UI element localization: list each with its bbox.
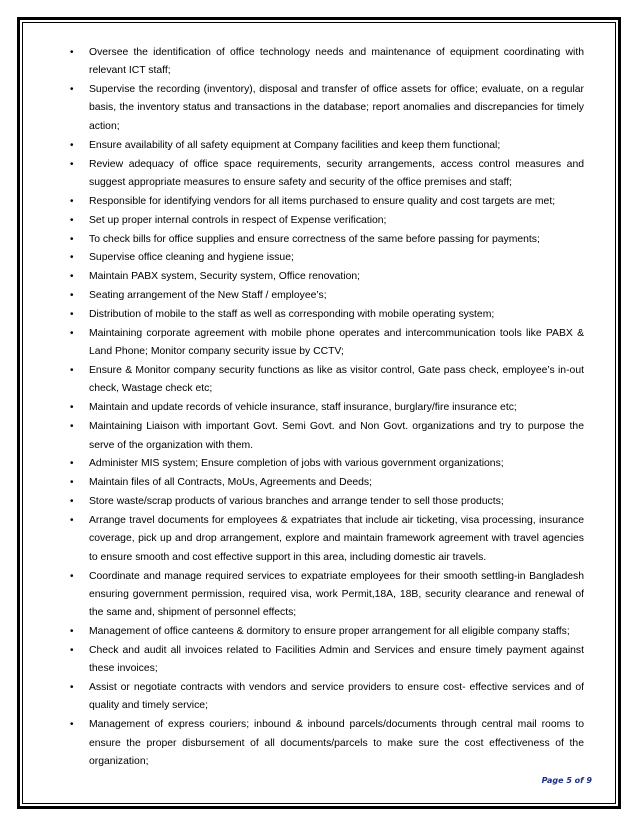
bullet-icon: • — [70, 719, 74, 731]
list-item-text: Seating arrangement of the New Staff / employee’s; — [89, 290, 327, 302]
list-item — [66, 474, 584, 492]
bullet-icon: • — [70, 327, 74, 339]
bullet-icon: • — [70, 682, 74, 694]
bullet-icon: • — [70, 84, 74, 96]
list-item — [66, 623, 584, 641]
list-item-text: Store waste/scrap products of various branches and arrange tender to sell those products; — [89, 496, 504, 508]
bullet-icon: • — [70, 139, 74, 151]
list-item-text: To check bills for office supplies and ensure correctness of the same before passing for payments; — [89, 233, 540, 245]
list-item — [66, 512, 584, 567]
bullet-icon: • — [70, 496, 74, 508]
bullet-icon: • — [70, 421, 74, 433]
list-item-text: Management of express couriers; inbound & inbound parcels/documents through central mail rooms to ensure the proper disbursement of all documents/parcels to make sure the cost effectiveness of the organization; — [89, 719, 584, 767]
bullet-icon: • — [70, 290, 74, 302]
bullet-icon: • — [70, 402, 74, 414]
list-item — [66, 399, 584, 417]
list-item-text: Check and audit all invoices related to Facilities Admin and Services and ensure timely payment against these invoices; — [89, 644, 584, 675]
bullet-icon: • — [70, 195, 74, 207]
list-item — [66, 156, 584, 193]
list-item-text: Administer MIS system; Ensure completion of jobs with various government organizations; — [89, 458, 504, 470]
bullet-icon: • — [70, 515, 74, 527]
list-item — [66, 231, 584, 249]
list-item — [66, 249, 584, 267]
list-item — [66, 493, 584, 511]
list-item-text: Coordinate and manage required services to expatriate employees for their smooth settling-in Bangladesh ensuring government permission, required visa, work Permit,18A, 18B, security clearance and renewal of the same and, shipment of personnel effects; — [89, 570, 584, 619]
bullet-icon: • — [70, 365, 74, 377]
list-item-text: Maintain PABX system, Security system, Office renovation; — [89, 271, 361, 283]
bullet-icon: • — [70, 570, 74, 582]
bullet-icon: • — [70, 477, 74, 489]
list-item-text: Ensure availability of all safety equipment at Company facilities and keep them functional; — [89, 139, 501, 151]
responsibilities-list — [66, 44, 584, 771]
bullet-icon: • — [70, 271, 74, 283]
list-item-text: Assist or negotiate contracts with vendors and service providers to ensure cost- effective services and of quality and timely service; — [89, 682, 584, 712]
list-item — [66, 81, 584, 136]
bullet-icon: • — [70, 47, 74, 58]
list-item — [66, 642, 584, 679]
list-item — [66, 679, 584, 716]
list-item — [66, 212, 584, 230]
list-item — [66, 306, 584, 324]
list-item — [66, 418, 584, 455]
list-item — [66, 455, 584, 473]
list-item — [66, 193, 584, 211]
list-item-text: Ensure & Monitor company security functions as like as visitor control, Gate pass check, employee’s in-out check, Wastage check etc; — [89, 365, 584, 395]
bullet-icon: • — [70, 458, 74, 470]
list-item — [66, 287, 584, 305]
list-item-text: Set up proper internal controls in respect of Expense verification; — [89, 214, 387, 226]
bullet-icon: • — [70, 252, 74, 264]
list-item-text: Supervise the recording (inventory), disposal and transfer of office assets for office; evaluate, on a regular basis, the inventory status and transactions in the database; report anomalies and discrepancies for timely action; — [89, 84, 584, 132]
bullet-icon: • — [70, 626, 74, 638]
list-item — [66, 44, 584, 81]
list-item-text: Maintain files of all Contracts, MoUs, Agreements and Deeds; — [89, 477, 372, 489]
list-item — [66, 325, 584, 362]
page-number: Page 5 of 9 — [541, 776, 592, 785]
bullet-icon: • — [70, 309, 74, 321]
list-item — [66, 716, 584, 771]
list-item-text: Management of office canteens & dormitory to ensure proper arrangement for all eligible company staffs; — [89, 626, 570, 638]
list-item-text: Maintaining corporate agreement with mobile phone operates and intercommunication tools like PABX & Land Phone; Monitor company security issue by CCTV; — [89, 327, 584, 358]
bullet-icon: • — [70, 158, 74, 170]
list-item — [66, 568, 584, 623]
list-item-text: Maintaining Liaison with important Govt. Semi Govt. and Non Govt. organizations and try to purpose the serve of the organization with them. — [89, 421, 584, 451]
list-item-text: Maintain and update records of vehicle insurance, staff insurance, burglary/fire insurance etc; — [89, 402, 517, 414]
page-content — [66, 44, 584, 772]
list-item — [66, 268, 584, 286]
bullet-icon: • — [70, 644, 74, 656]
list-item-text: Responsible for identifying vendors for all items purchased to ensure quality and cost targets are met; — [89, 195, 556, 207]
list-item — [66, 137, 584, 155]
bullet-icon: • — [70, 214, 74, 226]
list-item-text: Oversee the identification of office technology needs and maintenance of equipment coordinating with relevant ICT staff; — [89, 47, 584, 77]
list-item-text: Distribution of mobile to the staff as well as corresponding with mobile operating system; — [89, 309, 495, 321]
list-item-text: Supervise office cleaning and hygiene issue; — [89, 252, 294, 264]
bullet-icon: • — [70, 233, 74, 245]
list-item-text: Review adequacy of office space requirements, security arrangements, access control measures and suggest appropriate measures to ensure safety and security of the office premises and staff; — [89, 158, 584, 188]
list-item-text: Arrange travel documents for employees & expatriates that include air ticketing, visa processing, insurance coverage, pick up and drop arrangement, explore and maintain framework agreement with travel agencies to ensure smooth and cost effective support in this area, including domestic air travels. — [89, 515, 584, 563]
list-item — [66, 362, 584, 399]
